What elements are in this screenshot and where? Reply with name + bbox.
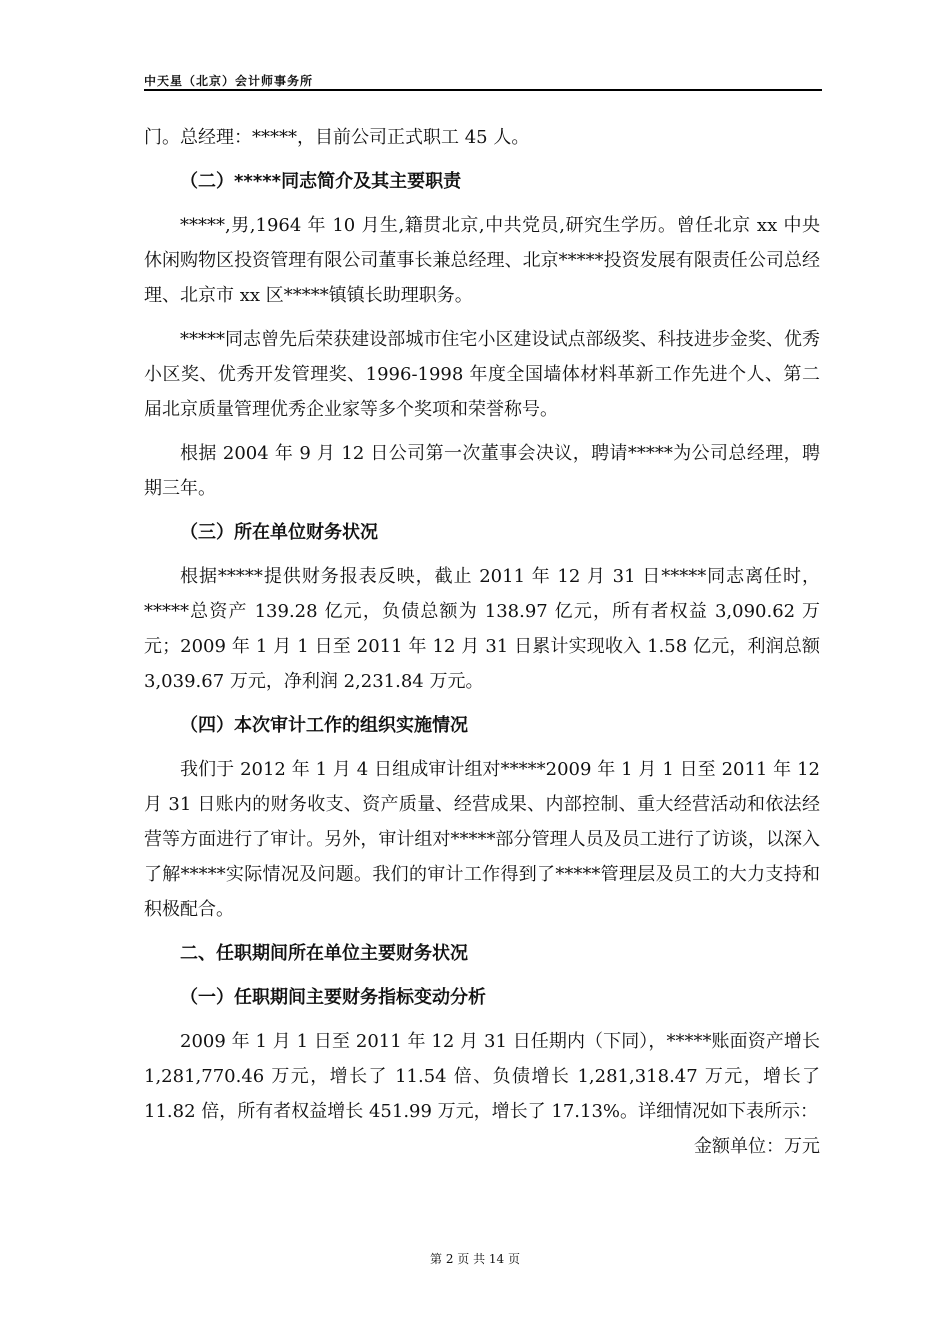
paragraph-profile-1: *****,男,1964 年 10 月生,籍贯北京,中共党员,研究生学历。曾任北京 xx 中央休闲购物区投资管理有限公司董事长兼总经理、北京*****投资发展有限责任公司总经理、北京市 xx 区*****镇镇长助理职务。 — [144, 215, 820, 306]
paragraph-profile-3: 根据 2004 年 9 月 12 日公司第一次董事会决议，聘请*****为公司总经理，聘期三年。 — [144, 443, 820, 499]
heading-profile: （二）*****同志简介及其主要职责 — [180, 171, 462, 192]
page-number: 第 2 页 共 14 页 — [430, 1252, 520, 1266]
heading-finance: （三）所在单位财务状况 — [180, 522, 378, 543]
paragraph-profile-2: *****同志曾先后荣获建设部城市住宅小区建设试点部级奖、科技进步金奖、优秀小区奖、优秀开发管理奖、1996-1998 年度全国墙体材料革新工作先进个人、第二届北京质量管理优秀企业家等多个奖项和荣誉称号。 — [144, 329, 820, 420]
unit-note: 金额单位：万元 — [694, 1136, 820, 1157]
paragraph-audit: 我们于 2012 年 1 月 4 日组成审计组对*****2009 年 1 月 1 日至 2011 年 12 月 31 日账内的财务收支、资产质量、经营成果、内部控制、重大经营活动和依法经营等方面进行了审计。另外，审计组对*****部分管理人员及员工进行了访谈，以深入了解*****实际情况及问题。我们的审计工作得到了*****管理层及员工的大力支持和积极配合。 — [144, 759, 820, 920]
document-body — [144, 120, 820, 1164]
heading-audit: （四）本次审计工作的组织实施情况 — [180, 715, 468, 736]
paragraph-finance: 根据*****提供财务报表反映，截止 2011 年 12 月 31 日*****同志离任时，*****总资产 139.28 亿元，负债总额为 138.97 亿元，所有者权益 3,090.62 万元；2009 年 1 月 1 日至 2011 年 12 月 31 日累计实现收入 1.58 亿元，利润总额 3,039.67 万元，净利润 2,231.84 万元。 — [144, 566, 820, 692]
heading-section-2: 二、任职期间所在单位主要财务状况 — [180, 943, 468, 964]
heading-indicators: （一）任职期间主要财务指标变动分析 — [180, 987, 486, 1008]
firm-header-title: 中天星（北京）会计师事务所 — [144, 74, 314, 88]
paragraph-staff: 门。总经理：*****，目前公司正式职工 45 人。 — [144, 127, 530, 148]
header-divider — [144, 89, 822, 91]
paragraph-indicators: 2009 年 1 月 1 日至 2011 年 12 月 31 日任期内（下同），*****账面资产增长 1,281,770.46 万元，增长了 11.54 倍、负债增长 1,281,318.47 万元，增长了 11.82 倍，所有者权益增长 451.99 万元，增长了 17.13%。详细情况如下表所示： — [144, 1031, 820, 1122]
